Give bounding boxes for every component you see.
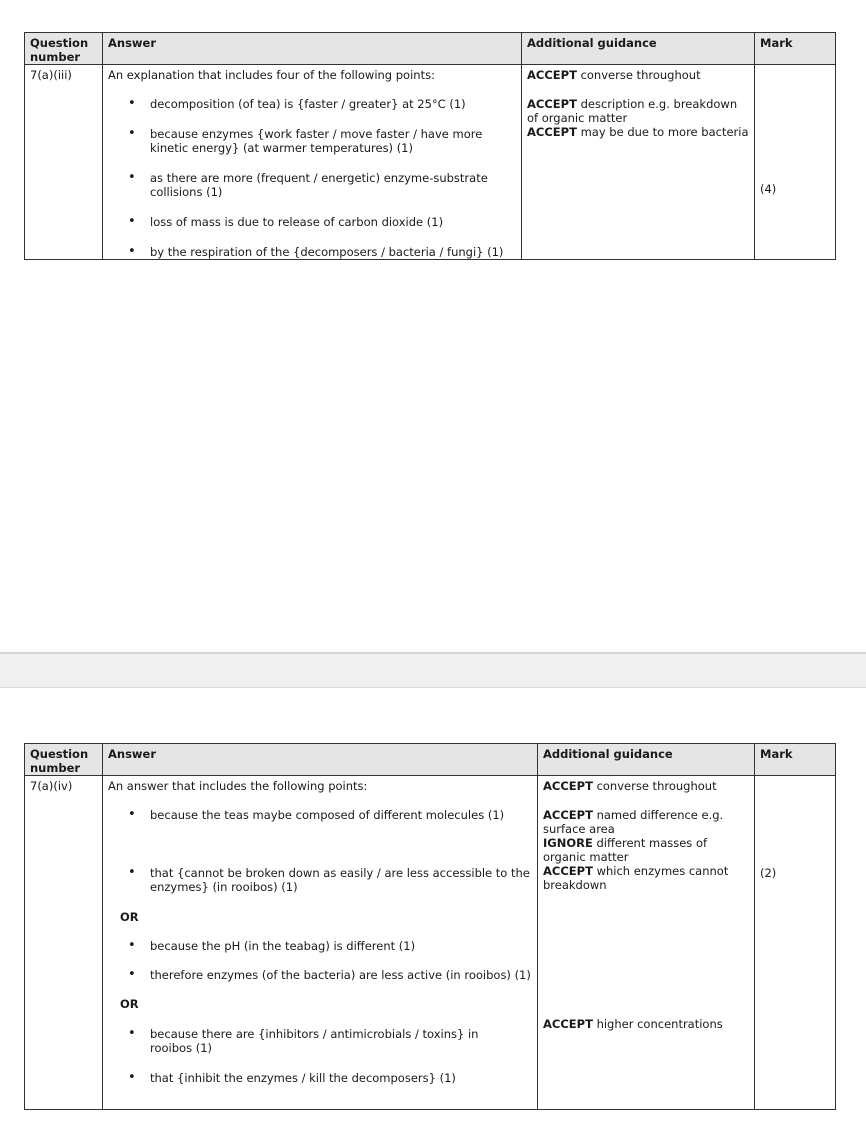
header-additional-guidance: Additional guidance bbox=[522, 33, 755, 65]
guidance-item: ACCEPT description e.g. breakdown of organic matter bbox=[527, 97, 738, 125]
guidance-item: ACCEPT converse throughout bbox=[543, 779, 717, 793]
answer-point: • because the teas maybe composed of different molecules (1) bbox=[108, 808, 532, 822]
answer-point: • because the pH (in the teabag) is different (1) bbox=[108, 939, 532, 953]
header-answer: Answer bbox=[103, 744, 538, 776]
mark-value: (4) bbox=[760, 182, 777, 196]
guidance-item: ACCEPT which enzymes cannot breakdown bbox=[543, 864, 729, 892]
answer-point: • decomposition (of tea) is {faster / greater} at 25°C (1) bbox=[108, 97, 516, 111]
answer-intro: An answer that includes the following points: bbox=[108, 779, 368, 793]
answer-point: • loss of mass is due to release of carbon dioxide (1) bbox=[108, 215, 516, 229]
mark-scheme-table-7aiv bbox=[24, 743, 836, 1110]
mark-scheme-table-7aiii bbox=[24, 32, 836, 260]
answer-point: • therefore enzymes (of the bacteria) are less active (in rooibos) (1) bbox=[108, 968, 532, 982]
answer-row bbox=[25, 65, 836, 260]
header-additional-guidance: Additional guidance bbox=[538, 744, 755, 776]
answer-points bbox=[108, 939, 532, 982]
guidance-item: ACCEPT named difference e.g. surface area bbox=[543, 808, 724, 836]
guidance-item: IGNORE different masses of organic matter bbox=[543, 836, 708, 864]
header-mark: Mark bbox=[755, 33, 836, 65]
mark-cell bbox=[755, 65, 836, 260]
header-row bbox=[25, 33, 836, 65]
mark-value: (2) bbox=[760, 866, 777, 880]
answer-point: • that {cannot be broken down as easily / are less accessible to the enzymes} (in rooibos) (1) bbox=[108, 866, 532, 894]
guidance-item: ACCEPT may be due to more bacteria bbox=[527, 125, 749, 139]
answer-points bbox=[108, 1027, 532, 1085]
answer-points bbox=[108, 97, 516, 259]
answer-cell bbox=[103, 776, 538, 1110]
answer-point: • by the respiration of the {decomposers / bacteria / fungi} (1) bbox=[108, 245, 516, 259]
page-separator bbox=[0, 652, 866, 688]
guidance-item: ACCEPT higher concentrations bbox=[543, 1017, 723, 1031]
header-mark: Mark bbox=[755, 744, 836, 776]
header-question-number: Question number bbox=[25, 744, 103, 776]
or-label: OR bbox=[120, 910, 139, 924]
answer-point: • as there are more (frequent / energetic) enzyme-substrate collisions (1) bbox=[108, 171, 516, 199]
answer-cell bbox=[103, 65, 522, 260]
or-label: OR bbox=[120, 997, 139, 1011]
answer-point: • that {inhibit the enzymes / kill the decomposers} (1) bbox=[108, 1071, 532, 1085]
guidance-item: ACCEPT converse throughout bbox=[527, 68, 701, 82]
header-question-number: Question number bbox=[25, 33, 103, 65]
answer-intro: An explanation that includes four of the following points: bbox=[108, 68, 435, 82]
question-number: 7(a)(iii) bbox=[25, 65, 103, 260]
header-row bbox=[25, 744, 836, 776]
question-number: 7(a)(iv) bbox=[25, 776, 103, 1110]
answer-points bbox=[108, 808, 532, 894]
answer-row bbox=[25, 776, 836, 1110]
guidance-cell bbox=[538, 776, 755, 1110]
guidance-cell bbox=[522, 65, 755, 260]
mark-cell bbox=[755, 776, 836, 1110]
answer-point: • because there are {inhibitors / antimicrobials / toxins} in rooibos (1) bbox=[108, 1027, 532, 1055]
answer-point: • because enzymes {work faster / move faster / have more kinetic energy} (at warmer temperatures) (1) bbox=[108, 127, 516, 155]
header-answer: Answer bbox=[103, 33, 522, 65]
